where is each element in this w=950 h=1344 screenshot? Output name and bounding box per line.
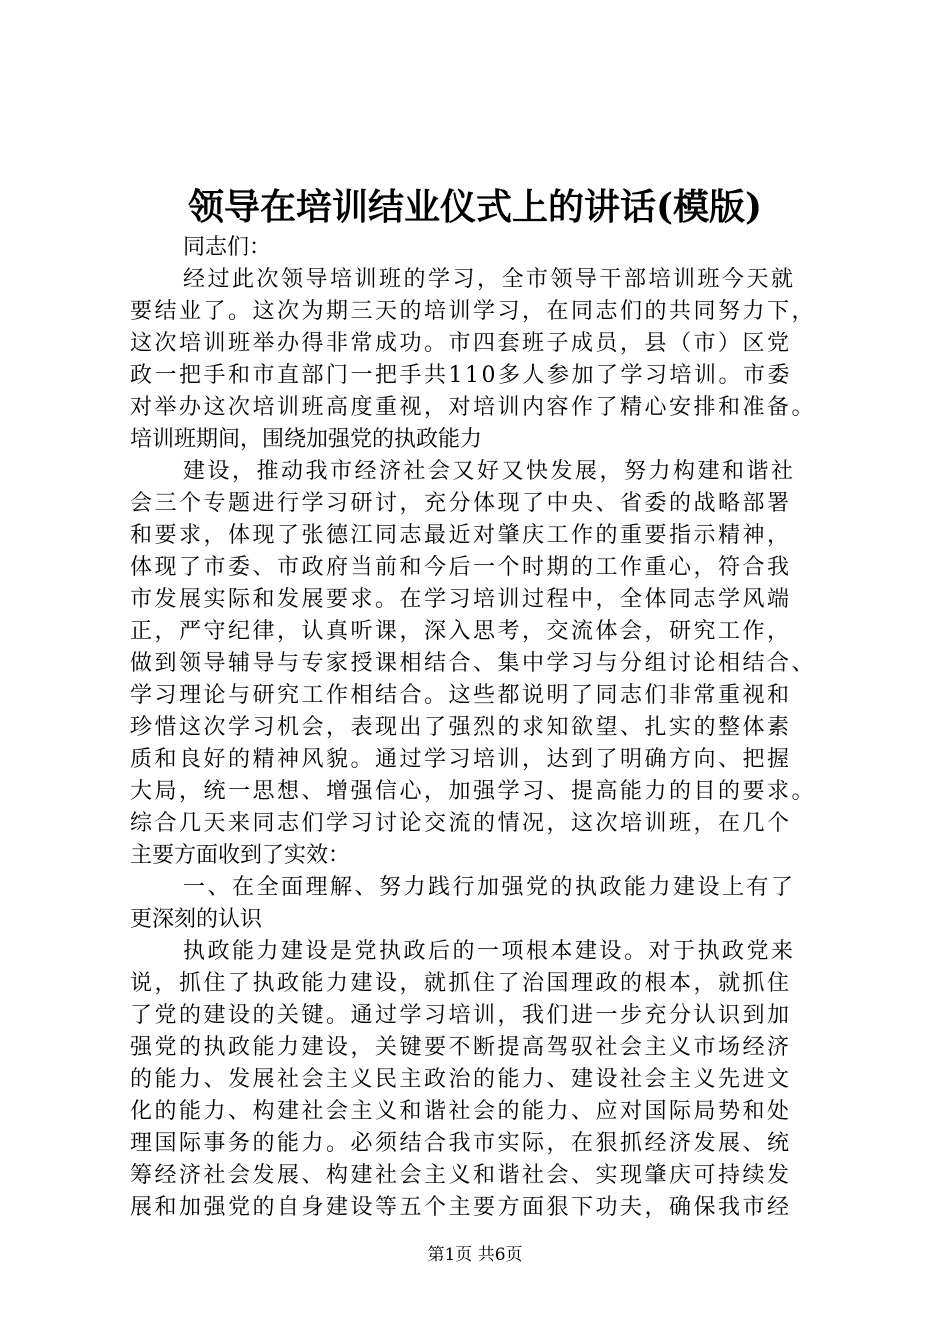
body-line: 理国际事务的能力。必须结合我市实际，在狠抓经济发展、统 — [130, 1131, 792, 1156]
body-line: 化的能力、构建社会主义和谐社会的能力、应对国际局势和处 — [130, 1099, 792, 1124]
body-line: 更深刻的认识 — [130, 907, 263, 932]
body-line: 建设，推动我市经济社会又好又快发展，努力构建和谐社 — [183, 459, 796, 484]
body-line: 执政能力建设是党执政后的一项根本建设。对于执政党来 — [183, 939, 796, 964]
body-line: 市发展实际和发展要求。在学习培训过程中，全体同志学风端 — [130, 587, 792, 612]
body-line: 质和良好的精神风貌。通过学习培训，达到了明确方向、把握 — [130, 747, 792, 772]
body-line: 一、在全面理解、努力践行加强党的执政能力建设上有了 — [183, 875, 796, 900]
body-line: 珍惜这次学习机会，表现出了强烈的求知欲望、扎实的整体素 — [130, 715, 792, 740]
document-body — [130, 232, 850, 1224]
body-line: 体现了市委、市政府当前和今后一个时期的工作重心，符合我 — [130, 555, 792, 580]
body-line: 正，严守纪律，认真听课，深入思考，交流体会，研究工作， — [130, 619, 792, 644]
body-line: 同志们： — [183, 235, 272, 260]
body-line: 说，抓住了执政能力建设，就抓住了治国理政的根本，就抓住 — [130, 971, 792, 996]
body-line: 和要求，体现了张德江同志最近对肇庆工作的重要指示精神， — [130, 523, 792, 548]
body-line: 培训班期间，围绕加强党的执政能力 — [130, 427, 483, 452]
body-line: 经过此次领导培训班的学习，全市领导干部培训班今天就 — [183, 267, 796, 292]
body-line: 政一把手和市直部门一把手共110多人参加了学习培训。市委 — [130, 363, 792, 388]
body-line: 了党的建设的关键。通过学习培训，我们进一步充分认识到加 — [130, 1003, 792, 1028]
body-line: 学习理论与研究工作相结合。这些都说明了同志们非常重视和 — [130, 683, 792, 708]
body-line: 要结业了。这次为期三天的培训学习，在同志们的共同努力下， — [130, 299, 817, 324]
body-line: 展和加强党的自身建设等五个主要方面狠下功夫，确保我市经 — [130, 1195, 792, 1220]
body-line: 对举办这次培训班高度重视，对培训内容作了精心安排和准备。 — [130, 395, 817, 420]
body-line: 做到领导辅导与专家授课相结合、集中学习与分组讨论相结合、 — [130, 651, 817, 676]
document-title: 领导在培训结业仪式上的讲话(模版) — [187, 186, 763, 228]
body-line: 综合几天来同志们学习讨论交流的情况，这次培训班，在几个 — [130, 811, 792, 836]
page-footer: 第1页 共6页 — [427, 1245, 523, 1265]
body-line: 会三个专题进行学习研讨，充分体现了中央、省委的战略部署 — [130, 491, 792, 516]
body-line: 筹经济社会发展、构建社会主义和谐社会、实现肇庆可持续发 — [130, 1163, 792, 1188]
body-line: 这次培训班举办得非常成功。市四套班子成员，县（市）区党 — [130, 331, 792, 356]
body-line: 的能力、发展社会主义民主政治的能力、建设社会主义先进文 — [130, 1067, 792, 1092]
body-line: 大局，统一思想、增强信心，加强学习、提高能力的目的要求。 — [130, 779, 817, 804]
body-line: 强党的执政能力建设，关键要不断提高驾驭社会主义市场经济 — [130, 1035, 792, 1060]
body-line: 主要方面收到了实效： — [130, 843, 351, 868]
